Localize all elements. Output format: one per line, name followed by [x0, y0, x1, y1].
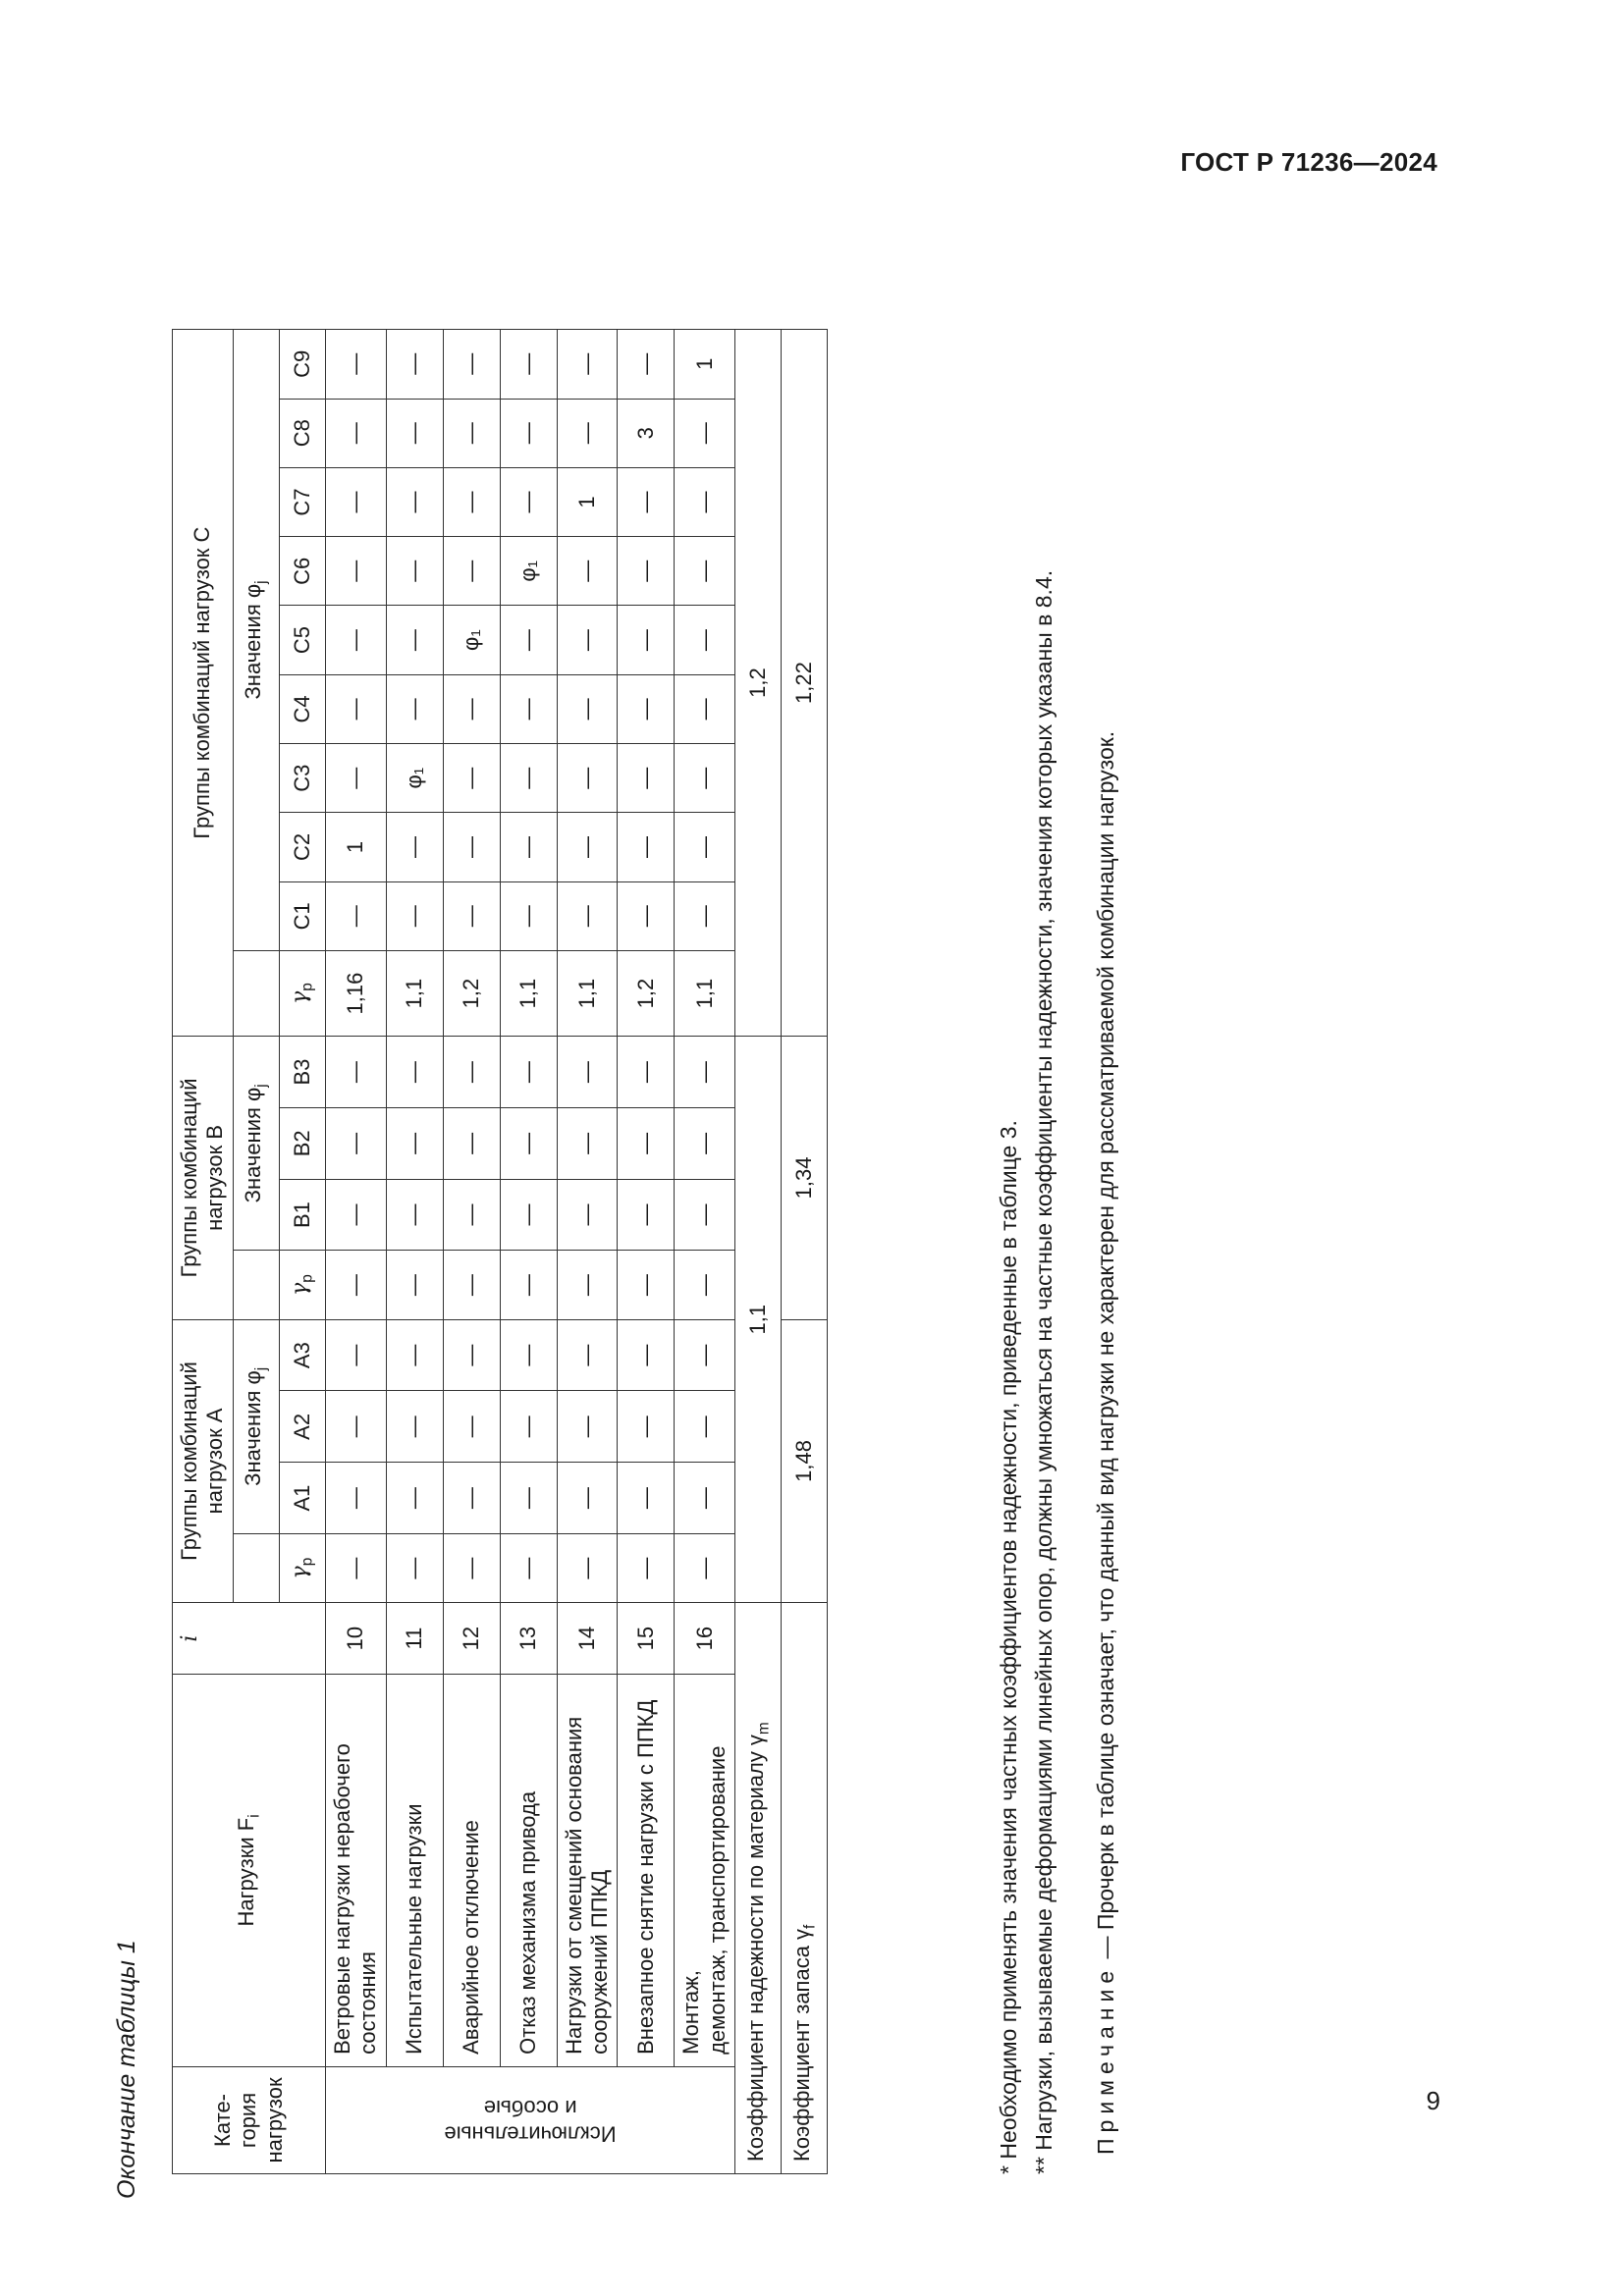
- value-cell: —: [325, 1251, 386, 1319]
- loads-table: [172, 329, 828, 2174]
- table-notes: [992, 309, 1124, 2174]
- material-row: [735, 330, 782, 2174]
- value-cell: —: [500, 606, 557, 674]
- value-cell: —: [557, 674, 618, 743]
- reserve-row: [782, 330, 828, 2174]
- value-cell: —: [557, 744, 618, 813]
- value-cell: —: [675, 1391, 735, 1463]
- table-row: [675, 330, 735, 2174]
- value-cell: —: [675, 606, 735, 674]
- value-cell: —: [325, 399, 386, 467]
- value-cell: 1,2: [618, 950, 675, 1036]
- value-cell: —: [443, 537, 500, 606]
- value-cell: —: [675, 881, 735, 950]
- value-cell: —: [675, 537, 735, 606]
- value-cell: 1,2: [443, 950, 500, 1036]
- material-ab-value: 1,1: [735, 1037, 782, 1603]
- gamma-p-c: $\gamma_p$: [279, 950, 325, 1036]
- load-name-cell: Монтаж, демонтаж, транспортирование: [675, 1674, 735, 2066]
- value-cell: —: [386, 467, 443, 536]
- value-cell: —: [443, 1107, 500, 1179]
- value-cell: —: [557, 1463, 618, 1534]
- value-cell: —: [618, 537, 675, 606]
- note-1: * Необходимо применять значения частных коэффициентов надежности, приведенные в таблице 3.: [996, 1120, 1021, 2174]
- value-cell: —: [557, 1533, 618, 1602]
- value-cell: —: [386, 813, 443, 881]
- value-cell: —: [386, 1107, 443, 1179]
- value-cell: 1,1: [557, 950, 618, 1036]
- value-cell: —: [500, 467, 557, 536]
- value-cell: —: [557, 330, 618, 400]
- value-cell: φ₁: [386, 744, 443, 813]
- value-cell: —: [675, 1037, 735, 1108]
- value-cell: 1,1: [386, 950, 443, 1036]
- gamma-p-a: $\gamma_p$: [279, 1533, 325, 1602]
- value-cell: —: [500, 881, 557, 950]
- group-c-header: Группы комбинаций нагрузок С: [173, 330, 234, 1037]
- note-3: Примечание — Прочерк в таблице означает, что данный вид нагрузки не характерен для рассматриваемой комбинации нагрузок.: [1093, 730, 1119, 2155]
- value-cell: —: [386, 1037, 443, 1108]
- category-cell: Исключительные и особые: [325, 2066, 734, 2173]
- i-cell: 14: [557, 1603, 618, 1675]
- value-cell: —: [386, 330, 443, 400]
- value-cell: —: [618, 1463, 675, 1534]
- value-cell: —: [500, 1391, 557, 1463]
- value-cell: —: [500, 744, 557, 813]
- value-cell: 1: [557, 467, 618, 536]
- table-row: [325, 330, 386, 2174]
- value-cell: —: [325, 1037, 386, 1108]
- value-cell: 1,1: [500, 950, 557, 1036]
- header-row-1: [173, 330, 234, 2174]
- value-cell: —: [325, 537, 386, 606]
- reserve-a-value: 1,48: [782, 1319, 828, 1603]
- value-cell: —: [443, 1179, 500, 1251]
- value-cell: —: [675, 744, 735, 813]
- material-label: Коэффициент надежности по материалу $\gamma_m$: [735, 1603, 782, 2174]
- value-cell: —: [386, 399, 443, 467]
- value-cell: —: [443, 330, 500, 400]
- value-cell: —: [443, 674, 500, 743]
- value-cell: —: [618, 1179, 675, 1251]
- load-name-cell: Внезапное снятие нагрузки с ППКД: [618, 1674, 675, 2066]
- i-cell: 15: [618, 1603, 675, 1675]
- value-cell: —: [618, 467, 675, 536]
- value-cell: —: [325, 674, 386, 743]
- value-cell: —: [675, 1463, 735, 1534]
- value-cell: —: [443, 399, 500, 467]
- value-cell: —: [618, 813, 675, 881]
- value-cell: —: [618, 1391, 675, 1463]
- note-2: ** Нагрузки, вызываемые деформациями линейных опор, должны умножаться на частные коэффициенты надежности, значения которых указаны в 8.4.: [1030, 569, 1056, 2174]
- value-cell: —: [325, 1391, 386, 1463]
- reserve-label: Коэффициент запаса $\gamma_f$: [782, 1603, 828, 2174]
- page-number: 9: [1426, 2086, 1440, 2115]
- value-cell: —: [557, 813, 618, 881]
- value-cell: —: [500, 330, 557, 400]
- reserve-c-value: 1,22: [782, 330, 828, 1037]
- value-cell: —: [386, 1251, 443, 1319]
- value-cell: 1,16: [325, 950, 386, 1036]
- value-cell: —: [386, 606, 443, 674]
- value-cell: —: [443, 1037, 500, 1108]
- value-cell: —: [675, 1251, 735, 1319]
- value-cell: —: [325, 1319, 386, 1391]
- table-row: [557, 330, 618, 2174]
- value-cell: —: [325, 1533, 386, 1602]
- value-cell: —: [386, 674, 443, 743]
- value-cell: —: [500, 1179, 557, 1251]
- value-cell: —: [675, 399, 735, 467]
- table-row: [386, 330, 443, 2174]
- value-cell: —: [675, 1319, 735, 1391]
- value-cell: —: [386, 1391, 443, 1463]
- value-cell: —: [557, 537, 618, 606]
- value-cell: —: [325, 1463, 386, 1534]
- value-cell: —: [557, 1391, 618, 1463]
- table-continuation-caption: Окончание таблицы 1: [113, 1940, 140, 2199]
- load-name-cell: Аварийное отключение: [443, 1674, 500, 2066]
- value-cell: —: [325, 881, 386, 950]
- value-cell: —: [557, 1037, 618, 1108]
- value-cell: 3: [618, 399, 675, 467]
- value-cell: —: [675, 674, 735, 743]
- value-cell: —: [675, 467, 735, 536]
- value-cell: —: [675, 813, 735, 881]
- load-name-cell: Нагрузки от смещений основания сооружений ППКД: [557, 1674, 618, 2066]
- material-c-value: 1,2: [735, 330, 782, 1037]
- value-cell: —: [443, 744, 500, 813]
- rotated-table-block: [113, 98, 1134, 2199]
- value-cell: —: [500, 1463, 557, 1534]
- value-cell: —: [500, 1107, 557, 1179]
- i-cell: 11: [386, 1603, 443, 1675]
- value-cell: —: [443, 881, 500, 950]
- value-cell: 1: [675, 330, 735, 400]
- value-cell: —: [618, 606, 675, 674]
- value-cell: φ₁: [500, 537, 557, 606]
- values-phi-a: Значения $\varphi_j$: [233, 1319, 279, 1533]
- table-row: [618, 330, 675, 2174]
- category-header: Кате- гория нагрузок: [173, 2066, 326, 2173]
- value-cell: —: [557, 606, 618, 674]
- value-cell: —: [325, 606, 386, 674]
- value-cell: —: [557, 881, 618, 950]
- i-cell: 12: [443, 1603, 500, 1675]
- value-cell: —: [618, 744, 675, 813]
- i-header: i: [173, 1603, 326, 1675]
- value-cell: φ₁: [443, 606, 500, 674]
- value-cell: —: [618, 674, 675, 743]
- value-cell: —: [325, 744, 386, 813]
- value-cell: —: [443, 1463, 500, 1534]
- value-cell: —: [443, 1533, 500, 1602]
- value-cell: —: [675, 1107, 735, 1179]
- value-cell: —: [386, 1319, 443, 1391]
- value-cell: —: [386, 1463, 443, 1534]
- value-cell: —: [618, 1533, 675, 1602]
- value-cell: —: [557, 1107, 618, 1179]
- value-cell: —: [443, 813, 500, 881]
- value-cell: —: [675, 1533, 735, 1602]
- i-cell: 16: [675, 1603, 735, 1675]
- value-cell: —: [325, 467, 386, 536]
- value-cell: —: [443, 467, 500, 536]
- value-cell: —: [443, 1391, 500, 1463]
- values-phi-c: Значения $\varphi_j$: [233, 330, 279, 951]
- group-a-header: Группы комбинаций нагрузок А: [173, 1319, 234, 1603]
- value-cell: —: [325, 1107, 386, 1179]
- value-cell: —: [618, 1251, 675, 1319]
- table-row: [443, 330, 500, 2174]
- value-cell: —: [500, 674, 557, 743]
- value-cell: —: [618, 1319, 675, 1391]
- table-row: [500, 330, 557, 2174]
- loads-header: Нагрузки $F_i$: [173, 1674, 326, 2066]
- i-cell: 10: [325, 1603, 386, 1675]
- value-cell: —: [557, 1251, 618, 1319]
- value-cell: —: [325, 1179, 386, 1251]
- value-cell: —: [443, 1251, 500, 1319]
- value-cell: —: [386, 537, 443, 606]
- value-cell: —: [618, 881, 675, 950]
- value-cell: 1: [325, 813, 386, 881]
- value-cell: —: [500, 1533, 557, 1602]
- i-cell: 13: [500, 1603, 557, 1675]
- value-cell: —: [618, 330, 675, 400]
- gamma-p-b: $\gamma_p$: [279, 1251, 325, 1319]
- values-phi-b: Значения $\varphi_j$: [233, 1037, 279, 1251]
- value-cell: 1,1: [675, 950, 735, 1036]
- value-cell: —: [500, 1037, 557, 1108]
- value-cell: —: [325, 330, 386, 400]
- load-name-cell: Ветровые нагрузки нерабочего состояния: [325, 1674, 386, 2066]
- reserve-b-value: 1,34: [782, 1037, 828, 1320]
- group-b-header: Группы комбинаций нагрузок В: [173, 1037, 234, 1320]
- value-cell: —: [500, 399, 557, 467]
- load-name-cell: Испытательные нагрузки: [386, 1674, 443, 2066]
- value-cell: —: [443, 1319, 500, 1391]
- header-row-3: $\gamma_p$ A1 A2 A3 $\gamma_p$ B1 B2 B3 $\gamma_p$ C1 C2 C3 C4 C5 C6 C7 C8 C9: [279, 330, 325, 2174]
- value-cell: —: [386, 881, 443, 950]
- load-name-cell: Отказ механизма привода: [500, 1674, 557, 2066]
- value-cell: —: [500, 1319, 557, 1391]
- value-cell: —: [618, 1107, 675, 1179]
- value-cell: —: [557, 1179, 618, 1251]
- value-cell: —: [675, 1179, 735, 1251]
- value-cell: —: [500, 1251, 557, 1319]
- value-cell: —: [500, 813, 557, 881]
- value-cell: —: [557, 399, 618, 467]
- value-cell: —: [618, 1037, 675, 1108]
- standard-code: ГОСТ Р 71236—2024: [1180, 147, 1437, 177]
- value-cell: —: [386, 1179, 443, 1251]
- value-cell: —: [557, 1319, 618, 1391]
- value-cell: —: [386, 1533, 443, 1602]
